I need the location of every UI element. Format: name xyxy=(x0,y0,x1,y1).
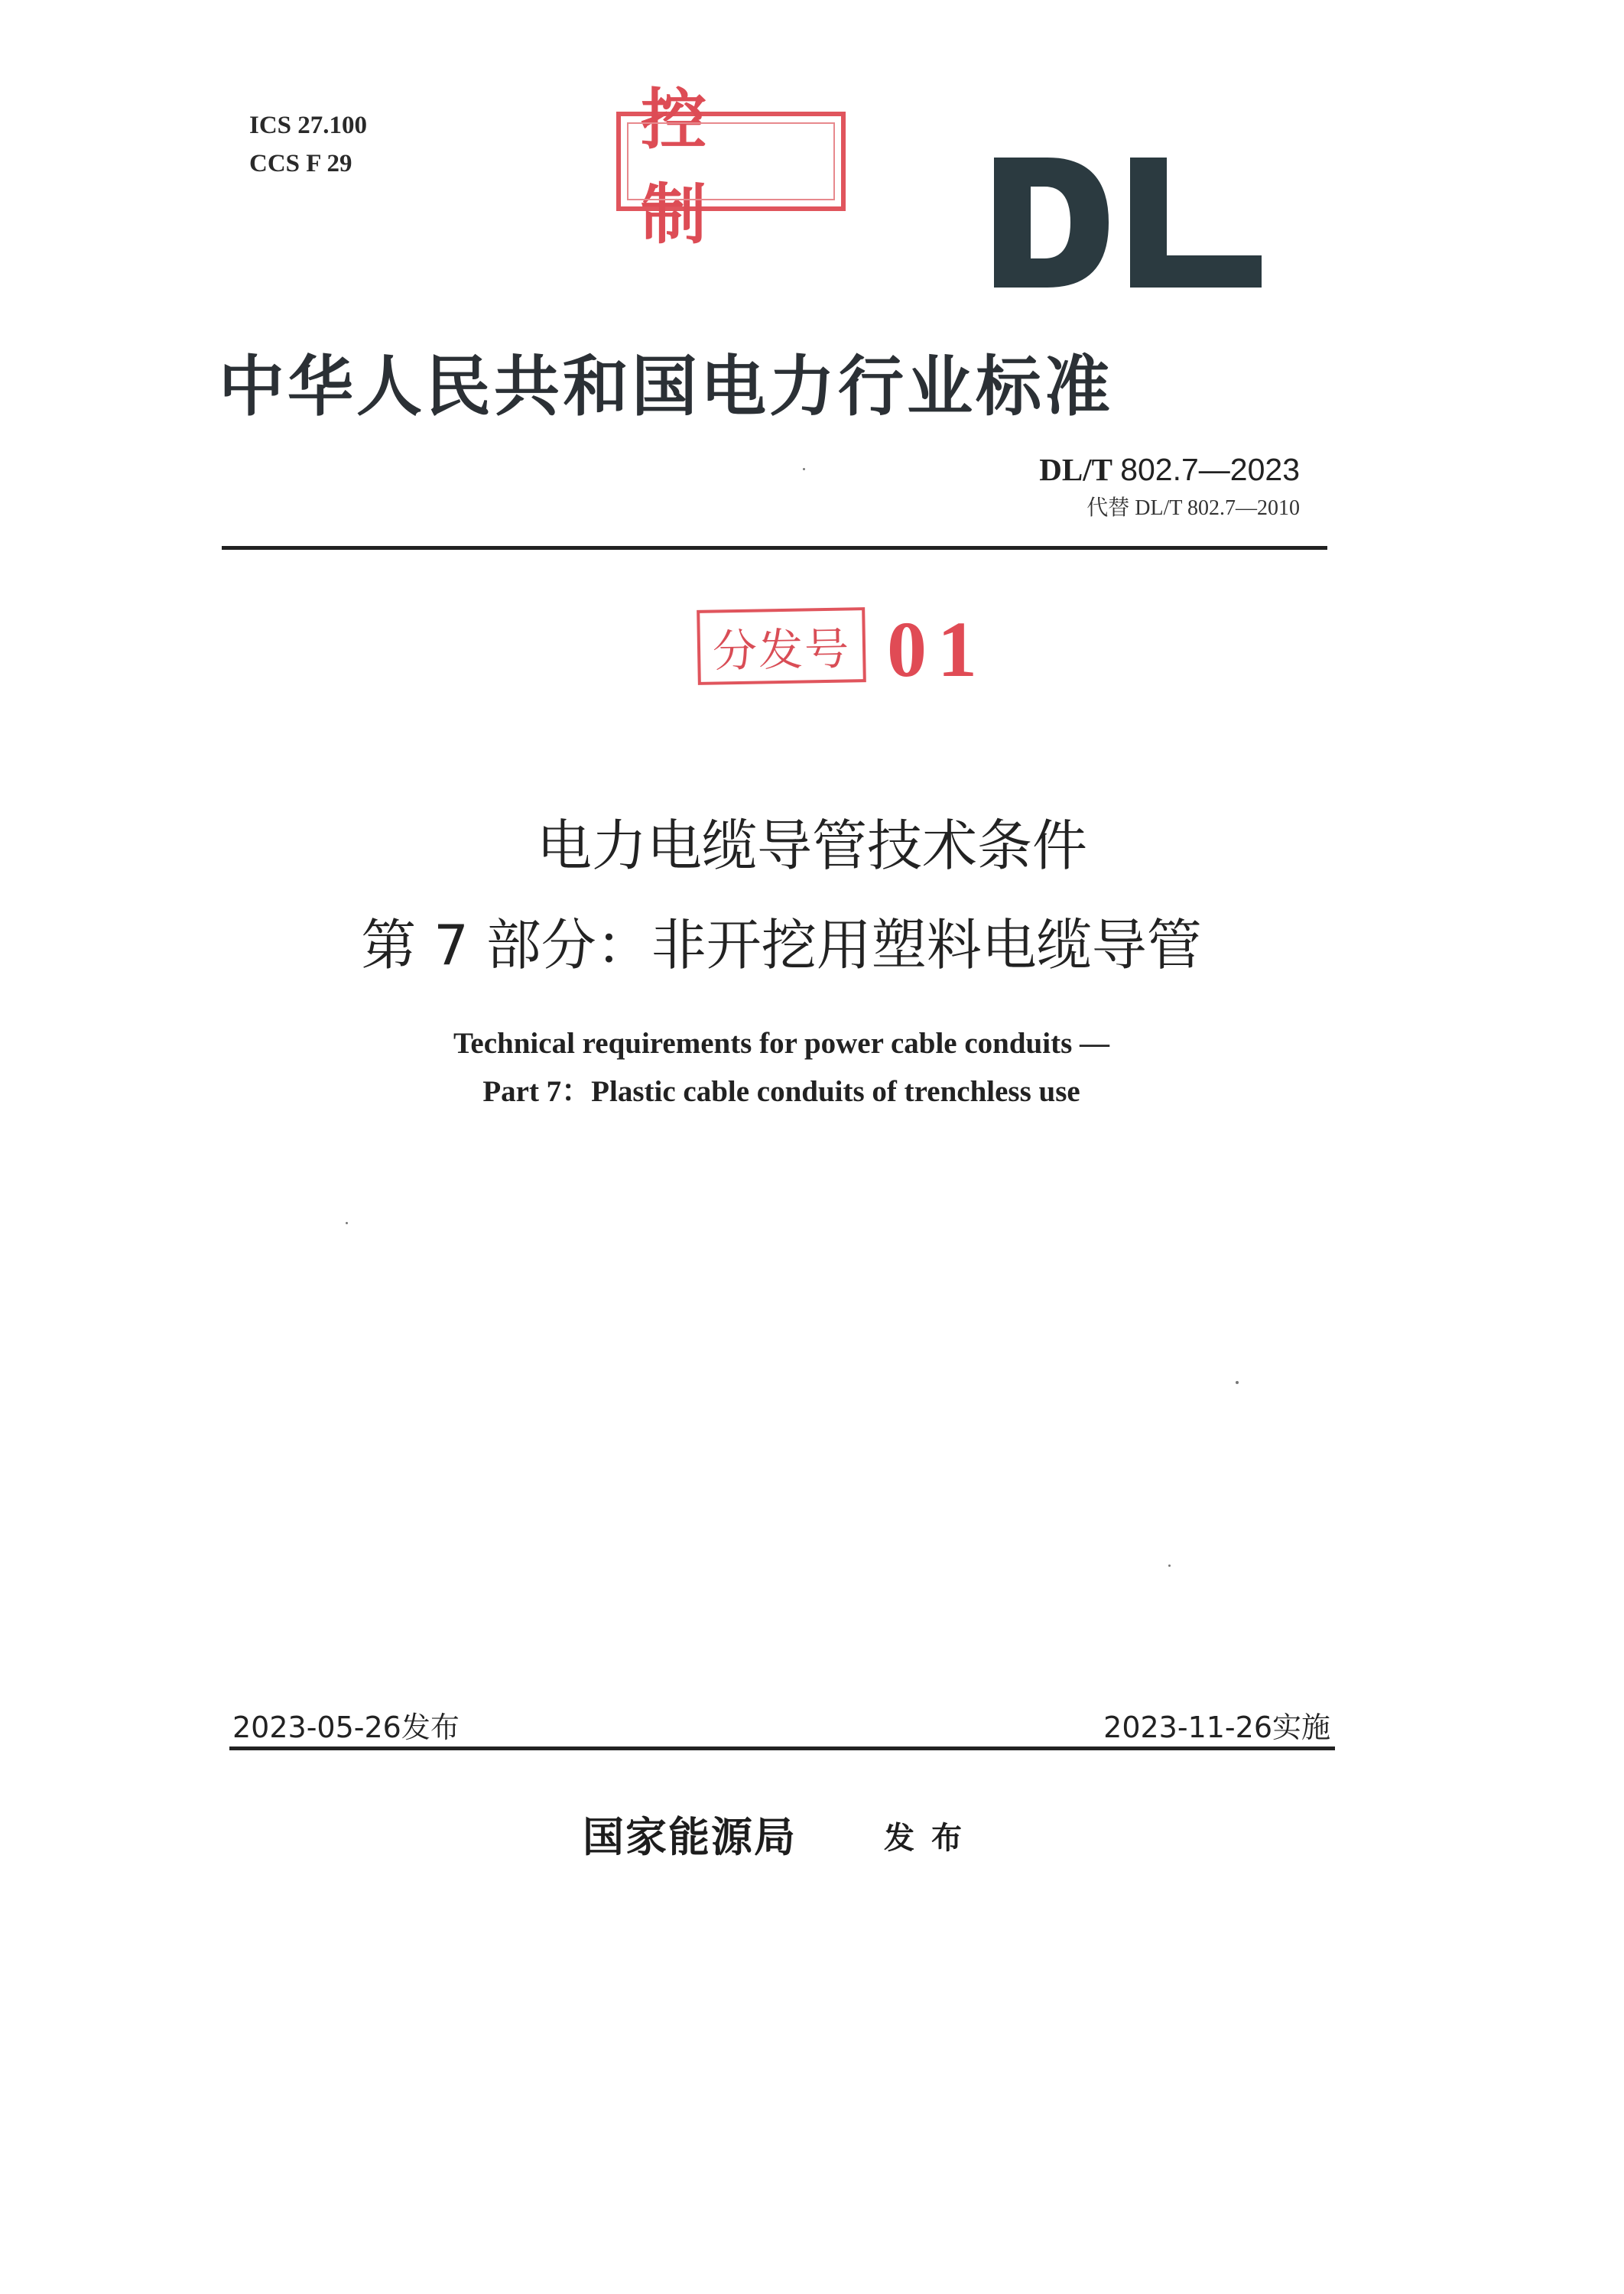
issue-word: 发布 xyxy=(884,1821,979,1856)
issuer-name: 国家能源局 xyxy=(583,1813,797,1861)
standard-heading: 中华人民共和国电力行业标准 xyxy=(219,348,1113,425)
distribution-number: 01 xyxy=(887,606,988,694)
scan-speck xyxy=(1168,1565,1171,1567)
title-cn-line-2: 第 7 部分：非开挖用塑料电缆导管 xyxy=(361,913,1202,977)
title-en-line-1: Technical requirements for power cable conduits — xyxy=(453,1027,1109,1060)
implement-date: 2023-11-26实施 xyxy=(1103,1711,1330,1744)
top-divider xyxy=(222,546,1327,550)
ccs-code: CCS F 29 xyxy=(249,150,352,177)
title-en-line-2: Part 7：Plastic cable conduits of trenchless use xyxy=(482,1075,1080,1108)
title-cn-line-1: 电力电缆导管技术条件 xyxy=(536,814,1087,878)
scan-speck xyxy=(1236,1381,1239,1384)
distribution-stamp xyxy=(697,607,866,685)
ics-code: ICS 27.100 xyxy=(249,112,368,139)
standard-number xyxy=(1039,451,1300,488)
control-stamp xyxy=(616,81,846,253)
standard-number-value: 802.7—2023 xyxy=(1120,452,1300,487)
dl-logo xyxy=(994,158,1262,288)
replaces-standard: 代替 DL/T 802.7—2010 xyxy=(1086,496,1300,520)
distribution-stamp-label: 分发号 xyxy=(712,622,851,677)
standard-prefix: DL/T xyxy=(1039,452,1112,487)
scan-speck xyxy=(803,468,805,470)
scan-speck xyxy=(346,1222,348,1224)
bottom-divider xyxy=(229,1746,1335,1750)
publish-date: 2023-05-26发布 xyxy=(232,1711,460,1744)
control-stamp-text: 控 制 xyxy=(641,81,726,253)
